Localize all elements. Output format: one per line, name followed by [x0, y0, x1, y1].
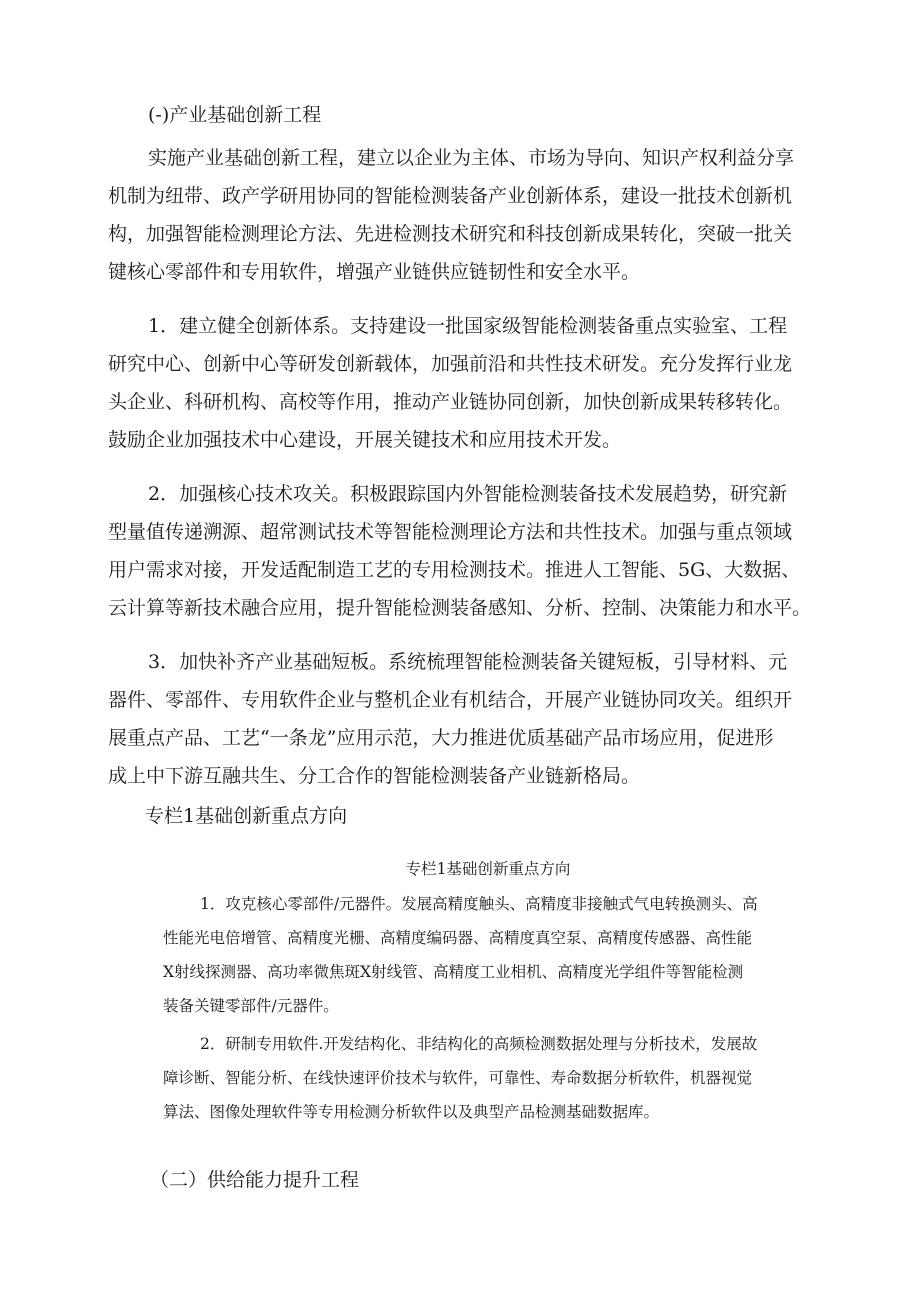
box-item1-line: X射线探测器、高功率微焦斑X射线管、高精度工业相机、高精度光学组件等智能检测 [163, 963, 744, 981]
intro-paragraph-line: 键核心零部件和专用软件，增强产业链供应链韧性和安全水平。 [108, 261, 641, 283]
item3-paragraph-line: 3．加快补齐产业基础短板。系统梳理智能检测装备关键短板，引导材料、元 [148, 651, 788, 673]
item3-paragraph-line: 成上中下游互融共生、分工合作的智能检测装备产业链新格局。 [108, 765, 641, 787]
box-title: 专栏1基础创新重点方向 [405, 860, 571, 878]
intro-paragraph-line: 构，加强智能检测理论方法、先进检测技术研究和科技创新成果转化，突破一批关 [108, 223, 793, 245]
box-item1-line: 性能光电倍增管、高精度光栅、高精度编码器、高精度真空泵、高精度传感器、高性能 [163, 929, 753, 947]
section-heading: (-)产业基础创新工程 [148, 104, 322, 126]
item2-paragraph-line: 2．加强核心技术攻关。积极跟踪国内外智能检测装备技术发展趋势，研究新 [148, 483, 788, 505]
box-item1-line: 装备关键零部件/元器件。 [163, 997, 339, 1015]
intro-paragraph-line: 机制为纽带、政产学研用协同的智能检测装备产业创新体系，建设一批技术创新机 [108, 185, 793, 207]
intro-paragraph-line: 实施产业基础创新工程，建立以企业为主体、市场为导向、知识产权利益分享 [148, 147, 795, 169]
item2-paragraph-line: 型量值传递溯源、超常测试技术等智能检测理论方法和共性技术。加强与重点领域 [108, 521, 793, 543]
column-label: 专栏1基础创新重点方向 [145, 805, 348, 827]
item1-paragraph-line: 1．建立健全创新体系。支持建设一批国家级智能检测装备重点实验室、工程 [148, 315, 788, 337]
box-item2-line: 算法、图像处理软件等专用检测分析软件以及典型产品检测基础数据库。 [163, 1103, 660, 1121]
item1-paragraph-line: 研究中心、创新中心等研发创新载体，加强前沿和共性技术研发。充分发挥行业龙 [108, 353, 793, 375]
box-item2-line: 2．研制专用软件.开发结构化、非结构化的高频检测数据处理与分析技术，发展故 [200, 1035, 758, 1053]
item1-paragraph-line: 鼓励企业加强技术中心建设，开展关键技术和应用技术开发。 [108, 429, 622, 451]
item2-paragraph-line: 用户需求对接，开发适配制造工艺的专用检测技术。推进人工智能、5G、大数据、 [108, 559, 801, 581]
box-item2-line: 障诊断、智能分析、在线快速评价技术与软件，可靠性、寿命数据分析软件，机器视觉 [163, 1069, 753, 1087]
item3-paragraph-line: 展重点产品、工艺“一条龙”应用示范，大力推进优质基础产品市场应用，促进形 [108, 727, 774, 749]
item1-paragraph-line: 头企业、科研机构、高校等作用，推动产业链协同创新，加快创新成果转移转化。 [108, 391, 793, 413]
item3-paragraph-line: 器件、零部件、专用软件企业与整机企业有机结合，开展产业链协同攻关。组织开 [108, 689, 793, 711]
box-item1-line: 1．攻克核心零部件/元器件。发展高精度触头、高精度非接触式气电转换测头、高 [200, 895, 758, 913]
item2-paragraph-line: 云计算等新技术融合应用，提升智能检测装备感知、分析、控制、决策能力和水平。 [108, 597, 812, 619]
section-heading: （二）供给能力提升工程 [150, 1169, 360, 1191]
